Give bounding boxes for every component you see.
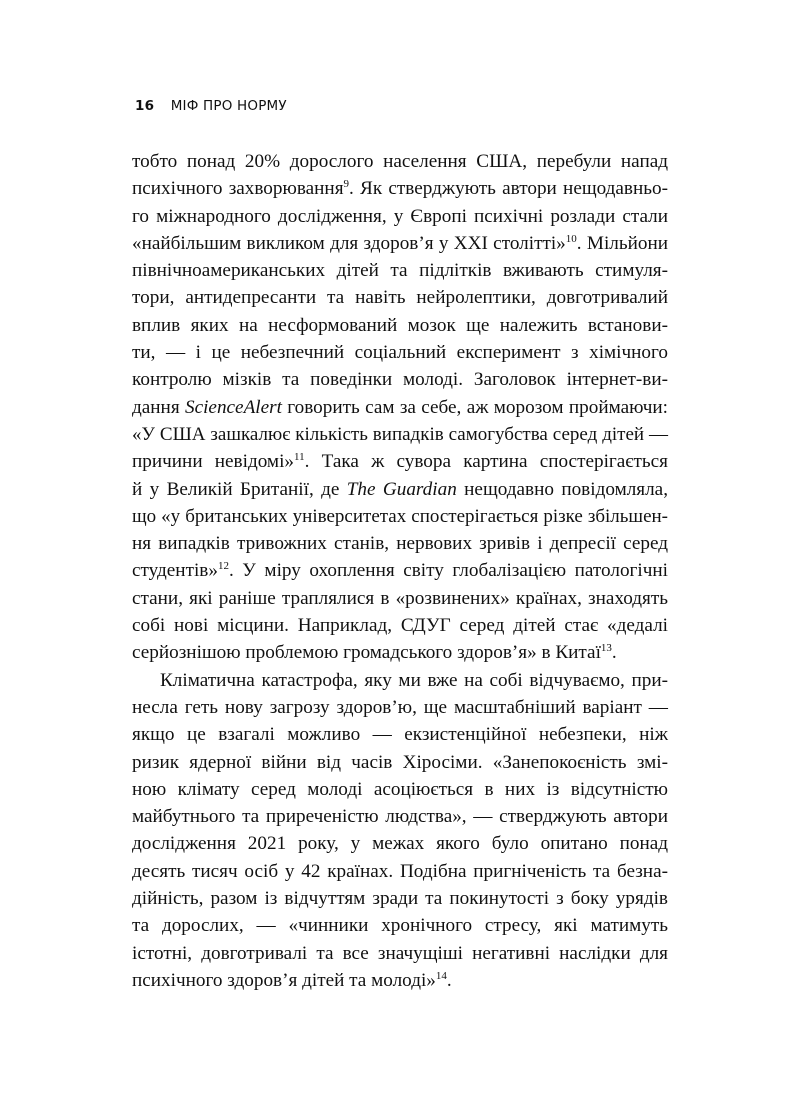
text-segment: стани, які раніше траплялися в «розвинених» країнах, знаходять [132, 587, 668, 609]
text-segment: дійність, разом із відчуттям зради та покинутості з боку урядів [132, 888, 668, 910]
text-segment: причини невідомі» [132, 451, 295, 473]
text-line [132, 830, 668, 857]
book-title: МІФ ПРО НОРМУ [170, 98, 287, 114]
text-line [132, 284, 668, 311]
text-segment: дослідження 2021 року, у межах якого було опитано понад [132, 833, 668, 855]
text-line [132, 776, 668, 803]
text-line [132, 639, 668, 666]
text-line [132, 557, 668, 584]
text-line [132, 339, 668, 366]
text-line [132, 912, 668, 939]
text-line [132, 530, 668, 557]
text-segment: серйознішою проблемою громадського здоров’я» в Китаї [132, 642, 601, 664]
text-segment: тори, антидепресанти та навіть нейролептики, довготривалий [132, 287, 668, 309]
text-segment: дання [132, 396, 185, 418]
text-segment: «найбільшим викликом для здоров’я у XXI столітті» [132, 232, 566, 254]
text-segment: вплив яких на несформований мозок ще належить встанови- [132, 314, 668, 336]
text-segment: . У міру охоплення світу глобалізацією патологічні [228, 560, 668, 582]
italic-title: The Guardian [346, 478, 457, 500]
text-line [132, 667, 668, 694]
running-head [135, 98, 287, 114]
text-line [132, 421, 668, 448]
text-line [132, 203, 668, 230]
text-line [132, 940, 668, 967]
text-segment: Кліматична катастрофа, яку ми вже на собі відчуваємо, при- [160, 669, 668, 691]
text-segment: «У США зашкалює кількість випадків самогубства серед дітей — [132, 423, 668, 445]
footnote-marker: 12 [217, 560, 229, 573]
text-segment: й у Великій Британії, де [132, 478, 347, 500]
footnote-marker: 14 [435, 969, 447, 982]
text-line [132, 476, 668, 503]
text-segment: психічного здоров’я дітей та молоді» [132, 969, 436, 991]
text-segment: північноамериканських дітей та підлітків вживають стимуля- [132, 260, 668, 282]
text-line [132, 175, 668, 202]
text-segment: ти, — і це небезпечний соціальний експеримент з хімічного [132, 342, 668, 364]
text-segment: . Мільйони [576, 232, 668, 254]
text-segment: . [446, 969, 452, 991]
text-line [132, 612, 668, 639]
text-segment: тобто понад 20% дорослого населення США, перебули напад [132, 151, 668, 172]
text-line [132, 803, 668, 830]
footnote-marker: 9 [343, 178, 350, 191]
paragraph [132, 667, 668, 995]
italic-title: ScienceAlert [184, 396, 282, 418]
text-line [132, 503, 668, 530]
text-segment: та дорослих, — «чинники хронічного стресу, які матимуть [132, 915, 668, 937]
text-segment: го міжнародного дослідження, у Європі психічні розлади стали [132, 205, 668, 227]
text-line [132, 448, 668, 475]
text-line [132, 858, 668, 885]
text-line [132, 366, 668, 393]
text-segment: несла геть нову загрозу здоров’ю, ще масштабніший варіант — [132, 696, 668, 718]
page-number: 16 [135, 98, 155, 114]
footnote-marker: 11 [294, 451, 305, 464]
text-segment: . [611, 642, 617, 664]
footnote-marker: 10 [565, 232, 577, 245]
text-line [132, 694, 668, 721]
text-segment: ня випадків тривожних станів, нервових зривів і депресії серед [132, 533, 668, 555]
text-line [132, 257, 668, 284]
text-segment: майбутнього та приреченістю людства», — стверджують автори [132, 806, 668, 828]
text-segment: істотні, довготривалі та все значущіші негативні наслідки для [132, 942, 668, 964]
text-line [132, 749, 668, 776]
text-line [132, 312, 668, 339]
text-segment: ризик ядерної війни від часів Хіросіми. «Занепокоєність змі- [132, 751, 668, 773]
text-segment: нещодавно повідомляла, [456, 478, 668, 500]
text-segment: контролю мізків та поведінки молоді. Заголовок інтернет-ви- [132, 369, 668, 391]
text-line [132, 230, 668, 257]
text-segment: якщо це взагалі можливо — екзистенційної небезпеки, ніж [132, 724, 668, 746]
text-segment: ною клімату серед молоді асоціюється в них із відсутністю [132, 778, 668, 800]
text-segment: собі нові місцини. Наприклад, СДУГ серед дітей стає «дедалі [132, 615, 668, 637]
text-segment: . Як стверджують автори нещодавньо- [349, 178, 668, 200]
text-segment: студентів» [132, 560, 218, 582]
text-segment: . Така ж сувора картина спостерігається [304, 451, 668, 473]
text-line [132, 967, 668, 994]
text-line [132, 721, 668, 748]
footnote-marker: 13 [600, 642, 612, 655]
text-segment: психічного захворювання [132, 178, 344, 200]
text-line [132, 148, 668, 175]
body-text [132, 148, 668, 994]
text-segment: говорить сам за себе, аж морозом проймаючи: [281, 396, 668, 418]
paragraph [132, 148, 668, 667]
text-line [132, 885, 668, 912]
text-segment: десять тисяч осіб у 42 країнах. Подібна пригніченість та безна- [132, 860, 668, 882]
text-line [132, 585, 668, 612]
text-segment: що «у британських університетах спостерігається різке збільшен- [132, 505, 668, 527]
text-line [132, 394, 668, 421]
